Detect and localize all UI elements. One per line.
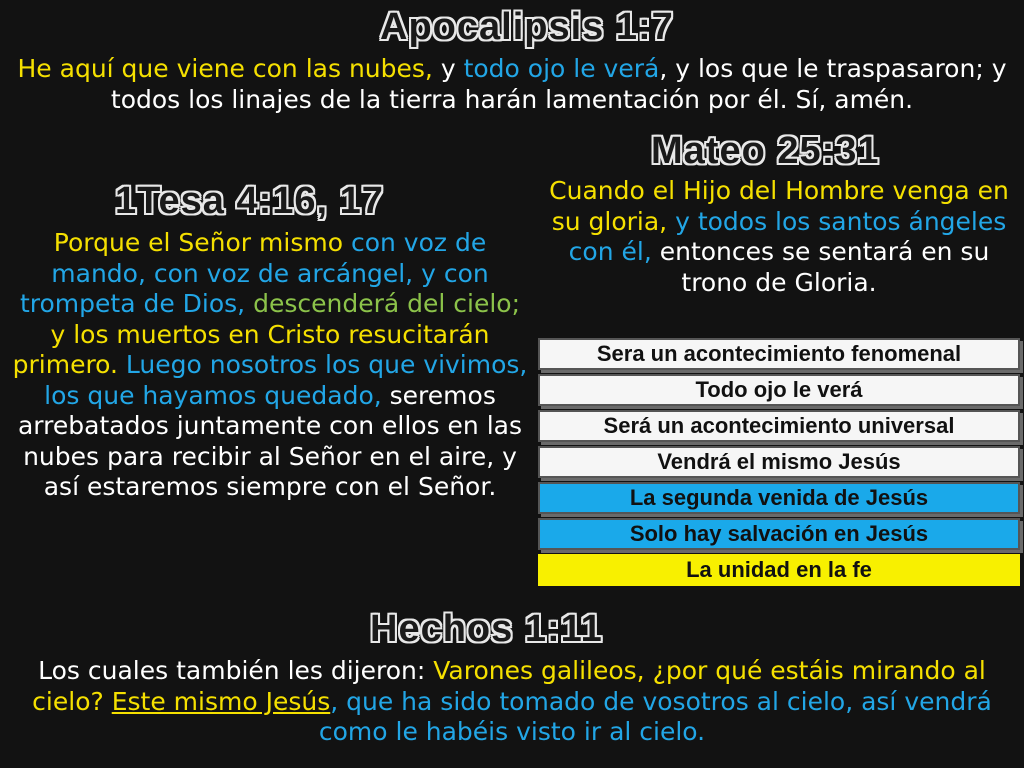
- mateo-heading: Mateo 25:31: [651, 130, 880, 172]
- tesalonicenses-heading: 1Tesa 4:16, 17: [115, 180, 384, 222]
- key-point: Sera un acontecimiento fenomenal: [538, 338, 1020, 370]
- hechos-verse: [10, 656, 1014, 748]
- mateo-text-2: y todos los santos ángeles con él,: [568, 206, 1007, 266]
- apocalipsis-verse: [10, 54, 1014, 115]
- key-point: Solo hay salvación en Jesús: [538, 518, 1020, 550]
- key-point: Vendrá el mismo Jesús: [538, 446, 1020, 478]
- hechos-heading: Hechos 1:11: [370, 608, 603, 650]
- mateo-text-3: entonces se sentará en su trono de Gloria.: [651, 237, 990, 297]
- hechos-text-3: [104, 687, 112, 716]
- apocalipsis-text-2: y: [432, 54, 464, 83]
- tesalonicenses-text-5: Luego nosotros los que vivimos, los que hayamos quedado,: [44, 350, 528, 410]
- tesalonicenses-text-2: con voz de mando, con voz de arcángel, y con trompeta de Dios,: [19, 228, 489, 318]
- hechos-text-2: Varones galileos, ¿por qué estáis mirando al cielo?: [32, 656, 986, 716]
- apocalipsis-text-4: , y los que le traspasaron; y todos los linajes de la tierra harán lamentación por él. Sí, amén.: [110, 54, 1007, 114]
- mateo-text-1: Cuando el Hijo del Hombre venga en su gloria,: [549, 176, 1009, 236]
- mateo-verse: [538, 176, 1020, 298]
- apocalipsis-heading: Apocalipsis 1:7: [380, 6, 674, 48]
- apocalipsis-text-3: todo ojo le verá: [463, 54, 660, 83]
- hechos-text-5: , que ha sido tomado de vosotros al cielo,: [330, 686, 854, 716]
- tesalonicenses-verse: [10, 228, 530, 503]
- hechos-text-6: así vendrá como le habéis visto ir al cielo.: [318, 686, 992, 746]
- key-point: La unidad en la fe: [538, 554, 1020, 586]
- tesalonicenses-text-1: Porque el Señor mismo: [53, 228, 351, 257]
- tesalonicenses-text-3: descenderá del cielo;: [245, 289, 521, 318]
- key-point: Todo ojo le verá: [538, 374, 1020, 406]
- tesalonicenses-text-6: seremos arrebatados juntamente con ellos en las nubes para recibir al Señor en el aire, y así estaremos siempre con el Señor.: [17, 380, 523, 501]
- key-points-list: [538, 338, 1020, 590]
- key-point: Será un acontecimiento universal: [538, 410, 1020, 442]
- hechos-text-1: Los cuales también les dijeron:: [38, 656, 434, 685]
- apocalipsis-text-1: He aquí que viene con las nubes,: [17, 54, 433, 83]
- tesalonicenses-text-4: y los muertos en Cristo resucitarán primero.: [12, 319, 490, 379]
- hechos-text-4: Este mismo Jesús: [111, 686, 331, 716]
- key-point: La segunda venida de Jesús: [538, 482, 1020, 514]
